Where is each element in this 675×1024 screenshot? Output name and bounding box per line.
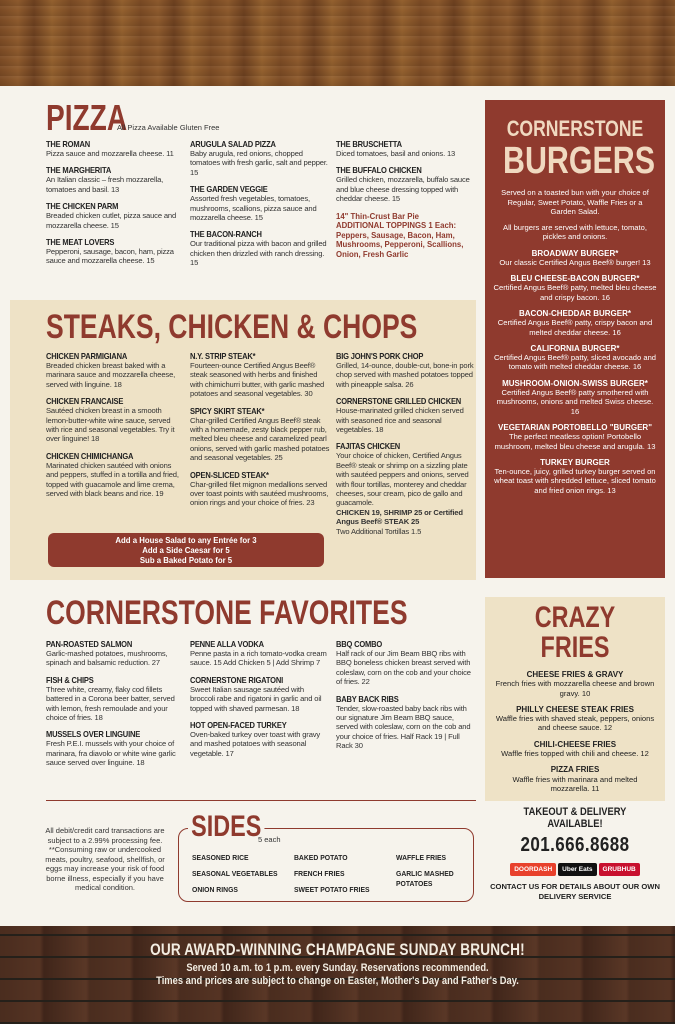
item-desc: Grilled chicken, mozzarella, buffalo sauce and blue cheese dressing topped with cheddar cheese. 15 bbox=[336, 175, 470, 204]
menu-item bbox=[336, 442, 476, 536]
delivery-badges bbox=[485, 863, 665, 876]
takeout-title: TAKEOUT & DELIVERY AVAILABLE! bbox=[523, 806, 627, 830]
item-name: HOT OPEN-FACED TURKEY bbox=[190, 721, 287, 731]
fajita-extra: Two Additional Tortillas 1.5 bbox=[336, 526, 422, 536]
bar-pie-note bbox=[336, 212, 476, 260]
item-desc: Char-grilled filet mignon medallions served over toast points with sautéed mushrooms, onion rings and your choice of fries. 23 bbox=[190, 479, 329, 508]
addon-side-caesar: Add a Side Caesar for 5 bbox=[142, 546, 230, 555]
item-name: BIG JOHN'S PORK CHOP bbox=[336, 352, 424, 361]
item-desc: Your choice of chicken, Certified Angus Beef® steak or shrimp on a sizzling plate with sautéed peppers and onions, served with flour tortillas, monterey and cheddar cheeses, sour cream, pico de gallo and guacamole. bbox=[336, 451, 469, 508]
menu-item bbox=[190, 721, 330, 758]
item-desc: Half rack of our Jim Beam BBQ ribs with BBQ boneless chicken breast served with coleslaw, corn on the cob and your choice of fries. 22 bbox=[336, 649, 471, 687]
toppings-list: Peppers, Sausage, Bacon, Ham, Mushrooms, Pepperoni, Scallions, Onion, Fresh Garlic bbox=[336, 230, 464, 259]
side-item: FRENCH FRIES bbox=[294, 869, 345, 878]
item-name: PENNE ALLA VODKA bbox=[190, 640, 264, 649]
item-desc: Char-grilled Certified Angus Beef® steak with a homemade, zesty black pepper rub, melted bleu cheese and caramelized pearl onions, served with garlic mashed potatoes and seasonal vegetables. 25 bbox=[190, 415, 330, 463]
phone-number[interactable]: 201.666.8688 bbox=[520, 834, 630, 856]
burger-desc: Certified Angus Beef® patty, sliced avocado and tomato with melted cheddar cheese. 16 bbox=[493, 353, 657, 372]
side-item: WAFFLE FRIES bbox=[396, 853, 447, 862]
item-name: SPICY SKIRT STEAK* bbox=[190, 406, 265, 416]
ubereats-badge[interactable]: Uber Eats bbox=[558, 863, 596, 876]
item-name: BBQ COMBO bbox=[336, 640, 383, 649]
menu-item bbox=[190, 676, 330, 713]
takeout-panel bbox=[485, 806, 665, 901]
item-desc: Breaded chicken breast baked with a marinara sauce and mozzarella cheese, served with linguine. 18 bbox=[46, 361, 176, 389]
menu-item bbox=[336, 140, 476, 158]
item-desc: Fourteen-ounce Certified Angus Beef® steak seasoned with herbs and finished with chimichurri butter, with garlic mashed potatoes and seasonal vegetables. 30 bbox=[190, 361, 325, 399]
item-desc: Grilled, 14-ounce, double-cut, bone-in pork chop served with mashed potatoes topped with pineapple salsa. 26 bbox=[336, 361, 474, 389]
item-name: FISH & CHIPS bbox=[46, 675, 94, 685]
item-desc: Baby arugula, red onions, chopped tomatoes with fresh garlic, salt and pepper. 15 bbox=[190, 149, 328, 177]
brunch-note: Times and prices are subject to change on Easter, Mother's Day and Father's Day. bbox=[156, 975, 519, 987]
menu-item bbox=[46, 202, 181, 230]
burger-name: BLEU CHEESE-BACON BURGER* bbox=[510, 274, 640, 284]
bar-pie-label: 14" Thin-Crust Bar Pie bbox=[336, 211, 419, 221]
menu-item bbox=[190, 185, 330, 222]
item-desc: Sautéed chicken breast in a smooth lemon-butter-white wine sauce, served with rice and seasonal vegetables. Try it over linguine! 18 bbox=[46, 406, 175, 444]
item-desc: Fresh P.E.I. mussels with your choice of marinara, fra diavolo or white wine garlic sauce served over linguine. 18 bbox=[46, 739, 176, 768]
menu-item bbox=[190, 471, 330, 508]
fries-item bbox=[485, 705, 665, 733]
menu-item bbox=[190, 352, 330, 399]
side-item: SEASONED RICE bbox=[192, 853, 249, 862]
crazy-fries-panel bbox=[485, 597, 665, 801]
menu-item bbox=[336, 166, 476, 203]
menu-item bbox=[46, 140, 181, 158]
item-name: ARUGULA SALAD PIZZA bbox=[190, 140, 276, 149]
burger-name: BACON-CHEDDAR BURGER* bbox=[519, 308, 631, 318]
fries-desc: Waffle fries topped with chili and cheese. 12 bbox=[501, 749, 649, 759]
fries-name: PHILLY CHEESE STEAK FRIES bbox=[516, 704, 634, 714]
menu-item bbox=[336, 695, 476, 751]
addon-baked-potato: Sub a Baked Potato for 5 bbox=[139, 556, 233, 565]
pizza-subtitle: All Pizza Available Gluten Free bbox=[117, 123, 220, 132]
fries-name: CHILI-CHEESE FRIES bbox=[533, 739, 617, 749]
brunch-hours: Served 10 a.m. to 1 p.m. every Sunday. Reservations recommended. bbox=[186, 962, 489, 974]
item-name: BABY BACK RIBS bbox=[336, 694, 399, 704]
burger-desc: Certified Angus Beef® patty, melted bleu cheese and crispy bacon. 16 bbox=[493, 283, 657, 302]
item-name: MUSSELS OVER LINGUINE bbox=[46, 730, 141, 740]
item-name: FAJITAS CHICKEN bbox=[336, 442, 401, 452]
menu-item bbox=[46, 730, 184, 767]
addon-house-salad: Add a House Salad to any Entrée for 3 bbox=[115, 536, 257, 545]
item-name: THE ROMAN bbox=[46, 140, 90, 149]
burger-desc: Our classic Certified Angus Beef® burger! 13 bbox=[499, 257, 651, 267]
fajita-prices: CHICKEN 19, SHRIMP 25 or Certified Angus Beef® STEAK 25 bbox=[336, 507, 463, 527]
menu-item bbox=[46, 452, 184, 499]
burgers-intro: Served on a toasted bun with your choice of Regular, Sweet Potato, Waffle Fries or a Garden Salad. bbox=[501, 188, 649, 216]
item-name: N.Y. STRIP STEAK* bbox=[190, 352, 256, 361]
item-desc: Penne pasta in a rich tomato-vodka cream sauce. 15 Add Chicken 5 | Add Shrimp 7 bbox=[190, 649, 327, 668]
fries-desc: French fries with mozzarella cheese and brown gravy. 10 bbox=[495, 679, 655, 698]
burger-desc: Certified Angus Beef® patty, crispy bacon and melted cheddar cheese. 16 bbox=[497, 318, 653, 337]
side-item: SWEET POTATO FRIES bbox=[294, 885, 370, 894]
item-name: THE MARGHERITA bbox=[46, 166, 112, 176]
entree-addon-banner bbox=[48, 533, 324, 567]
burger-name: TURKEY BURGER bbox=[540, 457, 610, 467]
steaks-col-3 bbox=[336, 352, 476, 536]
item-name: THE BUFFALO CHICKEN bbox=[336, 166, 422, 176]
burgers-title-main: BURGERS bbox=[503, 140, 656, 182]
item-name: CHICKEN CHIMICHANGA bbox=[46, 451, 134, 461]
item-name: THE GARDEN VEGGIE bbox=[190, 185, 268, 195]
item-desc: Tender, slow-roasted baby back ribs with our signature Jim Beam BBQ sauce, served with coleslaw, corn on the cob and your choice of fries. Half Rack 19 | Full Rack 30 bbox=[336, 703, 471, 751]
steaks-title: STEAKS, CHICKEN & CHOPS bbox=[46, 308, 418, 346]
burgers-intro-2: All burgers are served with lettuce, tomato, pickles and onions. bbox=[503, 222, 647, 241]
burger-item bbox=[485, 274, 665, 302]
burger-name: BROADWAY BURGER* bbox=[531, 248, 619, 258]
burger-name: MUSHROOM-ONION-SWISS BURGER* bbox=[502, 378, 648, 388]
burger-item bbox=[485, 423, 665, 451]
wood-header-banner bbox=[0, 0, 675, 86]
menu-item bbox=[46, 397, 184, 444]
doordash-badge[interactable]: DOORDASH bbox=[510, 863, 556, 876]
brunch-title: OUR AWARD-WINNING CHAMPAGNE SUNDAY BRUNCH! bbox=[150, 940, 525, 959]
item-desc: Assorted fresh vegetables, tomatoes, mushrooms, scallions, pizza sauce and mozzarella cheese. 15 bbox=[190, 194, 317, 223]
menu-item bbox=[46, 166, 181, 194]
fries-desc: Waffle fries with marinara and melted mozzarella. 11 bbox=[512, 774, 638, 793]
pizza-title: PIZZA bbox=[46, 97, 128, 138]
side-item: GARLIC MASHED POTATOES bbox=[396, 869, 454, 888]
item-desc: House-marinated grilled chicken served with seasoned rice and seasonal vegetables. 18 bbox=[336, 406, 464, 435]
burger-item bbox=[485, 379, 665, 416]
pizza-col-3 bbox=[336, 140, 476, 259]
sides-title: SIDES bbox=[188, 812, 264, 842]
section-divider bbox=[46, 800, 476, 801]
burger-item bbox=[485, 344, 665, 372]
menu-item bbox=[190, 407, 330, 463]
fries-name: CHEESE FRIES & GRAVY bbox=[526, 670, 624, 679]
steaks-col-2 bbox=[190, 352, 330, 516]
fries-item bbox=[485, 670, 665, 698]
item-desc: An Italian classic – fresh mozzarella, tomatoes and basil. 13 bbox=[46, 175, 164, 194]
menu-item bbox=[336, 397, 476, 434]
item-name: PAN-ROASTED SALMON bbox=[46, 640, 133, 649]
menu-item bbox=[190, 140, 330, 177]
pizza-col-2 bbox=[190, 140, 330, 276]
menu-item bbox=[46, 640, 184, 668]
item-name: OPEN-SLICED STEAK* bbox=[190, 470, 269, 480]
steaks-col-1 bbox=[46, 352, 184, 506]
menu-item bbox=[336, 640, 476, 687]
burger-item bbox=[485, 249, 665, 268]
item-name: CHICKEN PARMIGIANA bbox=[46, 352, 128, 361]
burger-item bbox=[485, 458, 665, 495]
fries-name: PIZZA FRIES bbox=[550, 765, 600, 775]
burgers-title-top: CORNERSTONE bbox=[506, 116, 644, 141]
crazy-fries-title: CRAZY FRIES bbox=[534, 601, 616, 664]
fries-item bbox=[485, 765, 665, 793]
fries-item bbox=[485, 740, 665, 759]
item-name: THE CHICKEN PARM bbox=[46, 202, 119, 212]
grubhub-badge[interactable]: GRUBHUB bbox=[599, 863, 640, 876]
side-item: BAKED POTATO bbox=[294, 853, 348, 862]
burger-desc: Ten-ounce, juicy, grilled turkey burger served on wheat toast with shredded lettuce, sliced tomato and fried onion rings. 13 bbox=[494, 467, 656, 495]
item-desc: Breaded chicken cutlet, pizza sauce and mozzarella cheese. 15 bbox=[46, 211, 177, 230]
side-item: SEASONAL VEGETABLES bbox=[192, 869, 278, 878]
item-desc: Pepperoni, sausage, bacon, ham, pizza sauce and mozzarella cheese. 15 bbox=[46, 247, 174, 266]
item-name: CHICKEN FRANCAISE bbox=[46, 397, 124, 407]
burgers-panel bbox=[485, 100, 665, 578]
item-name: THE MEAT LOVERS bbox=[46, 238, 115, 248]
item-desc: Pizza sauce and mozzarella cheese. 11 bbox=[46, 149, 174, 158]
menu-item bbox=[190, 640, 330, 668]
burger-item bbox=[485, 309, 665, 337]
burger-desc: Certified Angus Beef® patty smothered with mushrooms, onions and melted Swiss cheese. 16 bbox=[496, 388, 654, 416]
item-desc: Our traditional pizza with bacon and grilled chicken then drizzled with ranch dressing. 15 bbox=[190, 239, 327, 268]
delivery-contact-note: CONTACT US FOR DETAILS ABOUT OUR OWN DELIVERY SERVICE bbox=[490, 882, 660, 901]
burger-name: CALIFORNIA BURGER* bbox=[530, 343, 620, 353]
menu-item bbox=[190, 230, 330, 267]
pizza-col-1 bbox=[46, 140, 181, 274]
sides-price: 5 each bbox=[258, 835, 281, 844]
item-desc: Marinated chicken sautéed with onions and peppers, stuffed in a tortilla and fried, topped with guacamole and lime crema, served with black beans and rice. 19 bbox=[46, 460, 179, 499]
menu-item bbox=[46, 238, 181, 266]
menu-item bbox=[46, 676, 184, 723]
item-desc: Garlic-mashed potatoes, mushrooms, spinach and balsamic reduction. 27 bbox=[46, 649, 168, 668]
menu-item bbox=[336, 352, 476, 389]
item-desc: Sweet Italian sausage sautéed with broccoli rabe and rigatoni in garlic and oil topped with shaved parmesan. 18 bbox=[190, 684, 322, 713]
disclaimer-text: All debit/credit card transactions are subject to a 2.99% processing fee. **Consuming raw or undercooked meats, poultry, seafood, shellfish, or eggs may increase your risk of food borne illness, especially if you have medical condition. bbox=[45, 826, 165, 892]
burger-desc: The perfect meatless option! Portobello mushroom, melted bleu cheese and arugula. 13 bbox=[494, 432, 656, 451]
item-name: CORNERSTONE GRILLED CHICKEN bbox=[336, 397, 462, 407]
item-desc: Diced tomatoes, basil and onions. 13 bbox=[336, 149, 456, 158]
item-name: THE BACON-RANCH bbox=[190, 230, 262, 240]
toppings-title: ADDITIONAL TOPPINGS 1 Each: bbox=[336, 221, 457, 231]
burger-name: VEGETARIAN PORTOBELLO "BURGER" bbox=[498, 422, 652, 432]
item-name: CORNERSTONE RIGATONI bbox=[190, 675, 284, 685]
favorites-title: CORNERSTONE FAVORITES bbox=[46, 594, 408, 632]
item-desc: Three white, creamy, flaky cod fillets battered in a Corona beer batter, served with lemon, fresh remoulade and your choice of fries. 18 bbox=[46, 684, 175, 723]
favorites-col-1 bbox=[46, 640, 184, 776]
favorites-col-2 bbox=[190, 640, 330, 766]
menu-item bbox=[46, 352, 184, 389]
side-item: ONION RINGS bbox=[192, 885, 238, 894]
favorites-col-3 bbox=[336, 640, 476, 759]
item-name: THE BRUSCHETTA bbox=[336, 140, 402, 149]
brunch-banner bbox=[0, 940, 675, 988]
fries-desc: Waffle fries with shaved steak, peppers, onions and cheese sauce. 12 bbox=[495, 714, 655, 733]
item-desc: Oven-baked turkey over toast with gravy and mashed potatoes with seasonal vegetable. 17 bbox=[190, 730, 321, 758]
